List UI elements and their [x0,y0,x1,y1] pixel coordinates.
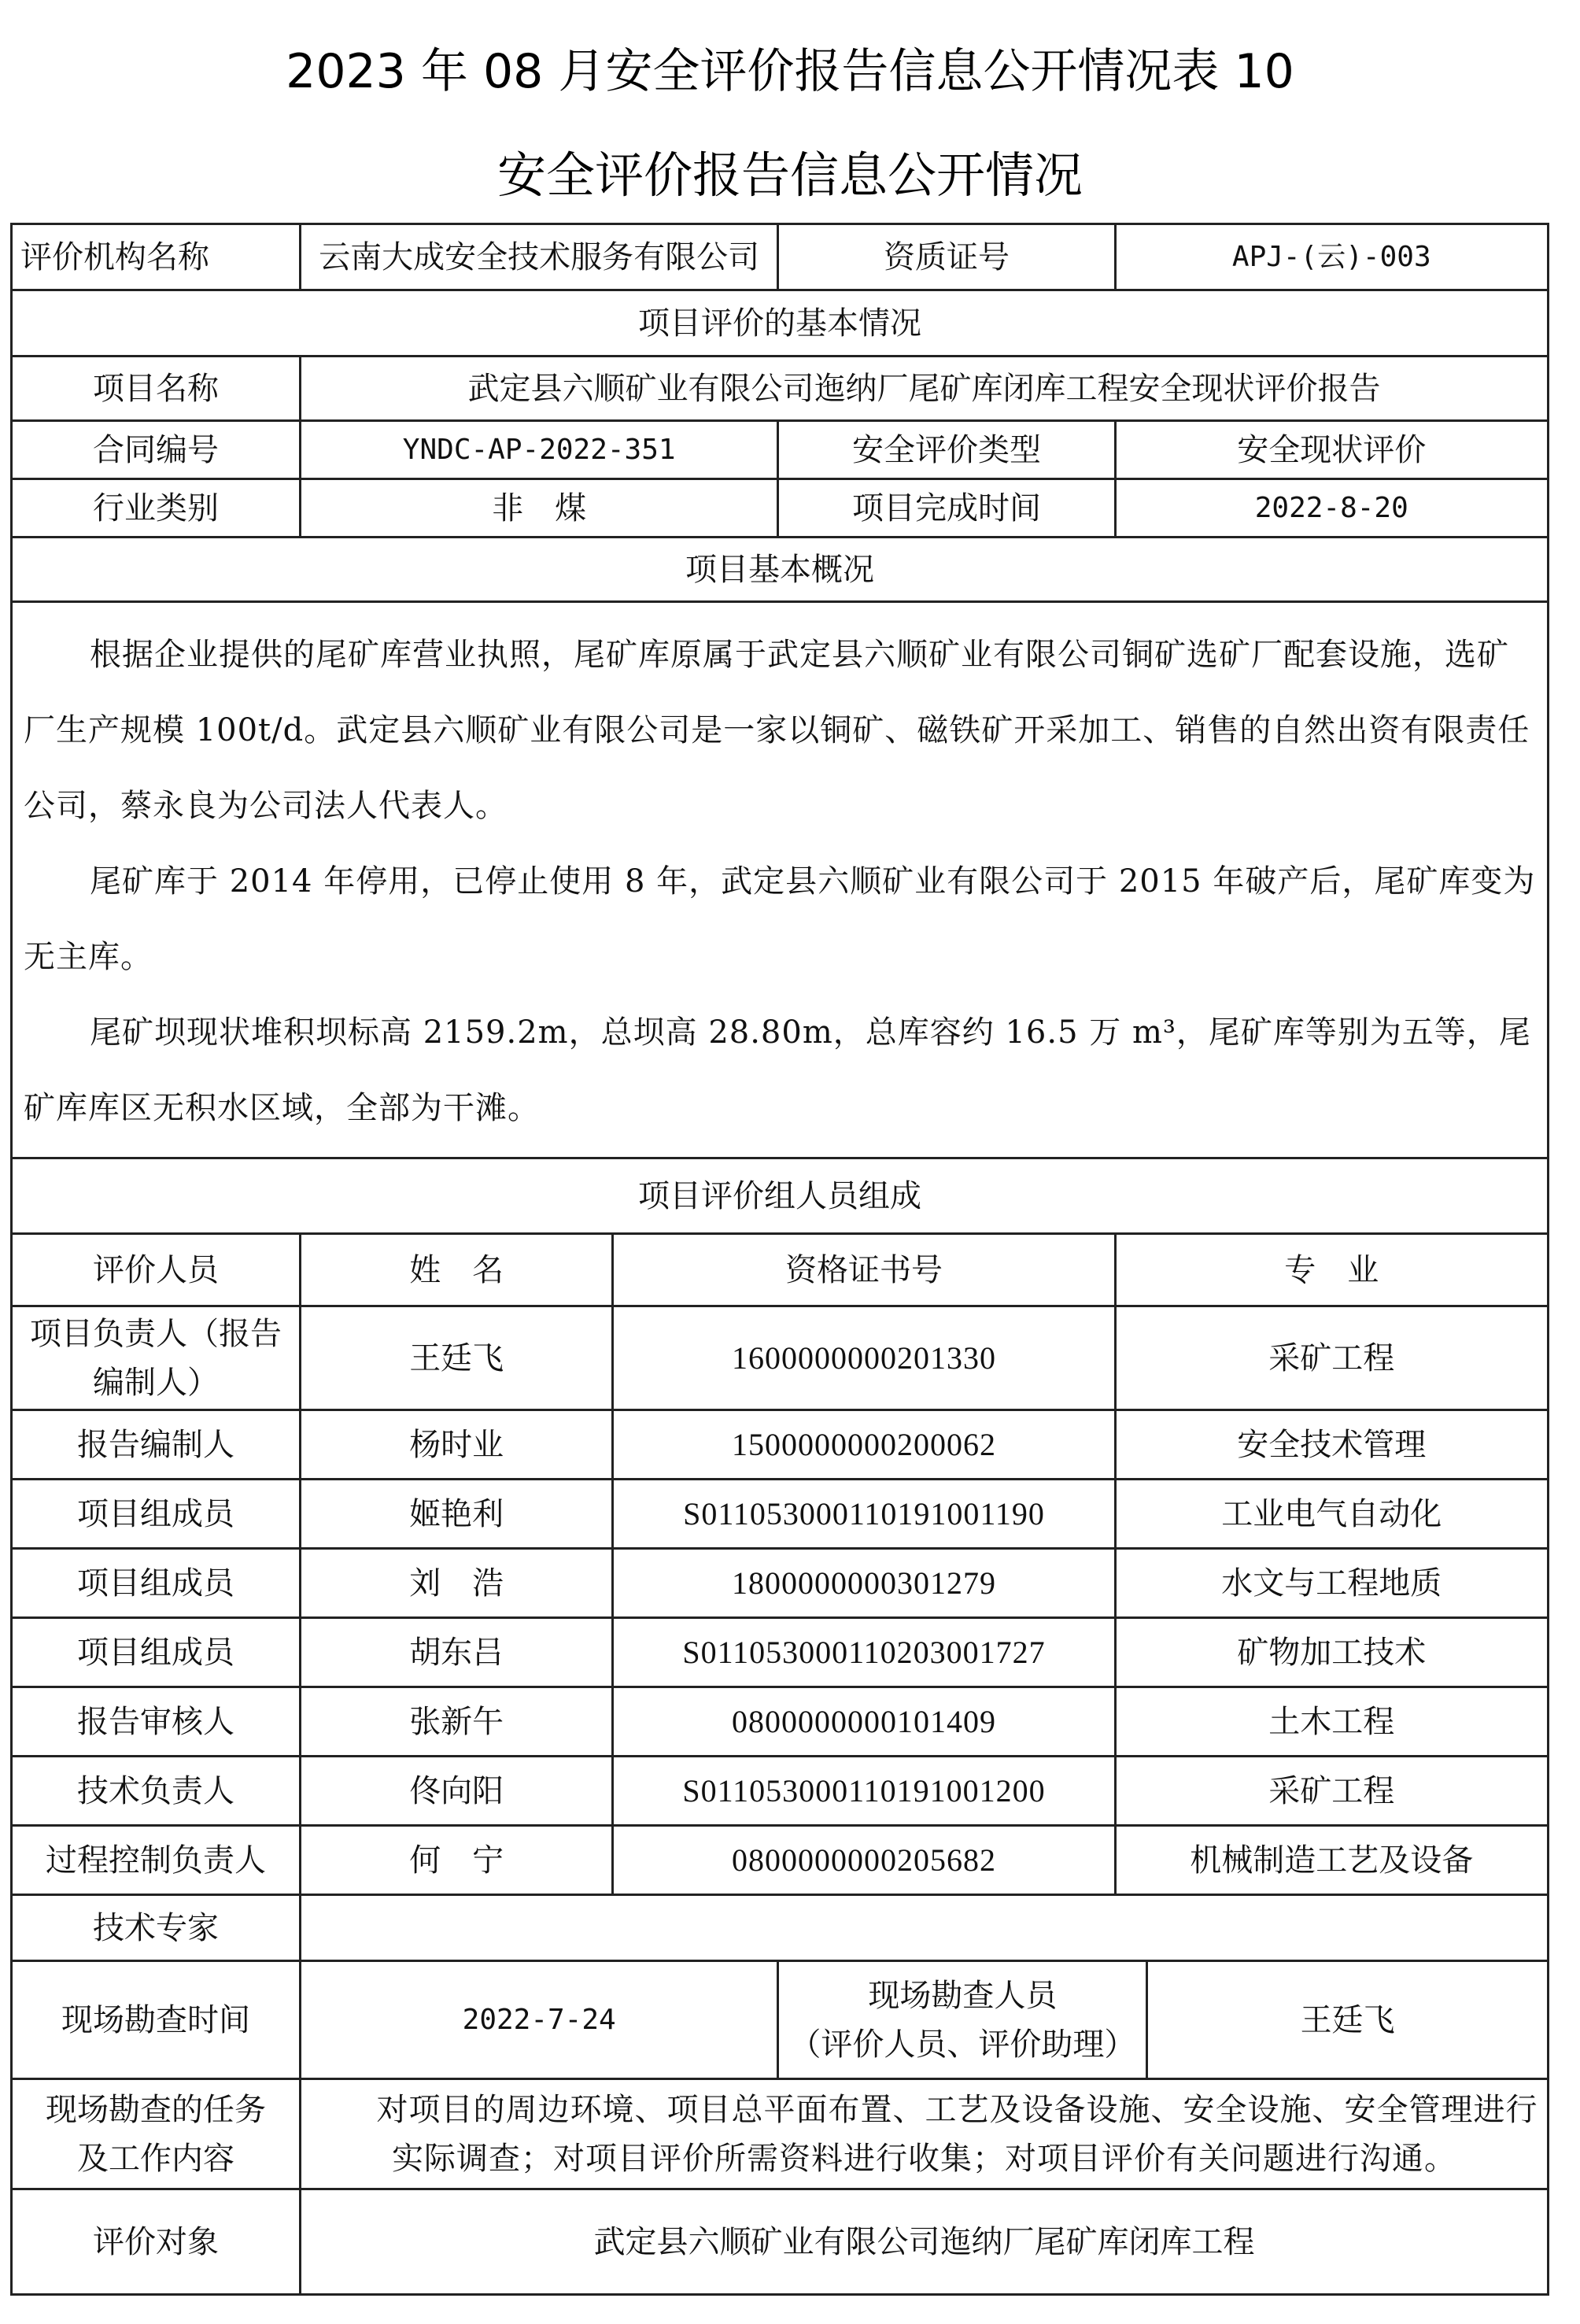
table-row [12,1410,1549,1480]
member-name: 杨时业 [300,1410,613,1480]
table-row [12,1826,1549,1895]
member-role: 项目组成员 [12,1480,301,1549]
org-name-label: 评价机构名称 [12,224,301,290]
eval-type-value: 安全现状评价 [1115,421,1548,479]
table-row [12,1549,1549,1618]
eval-object-value: 武定县六顺矿业有限公司迤纳厂尾矿库闭库工程 [300,2189,1548,2295]
col-major: 专 业 [1115,1234,1548,1306]
member-role: 报告编制人 [12,1410,301,1480]
member-cert: 1800000000301279 [613,1549,1115,1618]
overview-body [12,602,1549,1158]
survey-task-value: 对项目的周边环境、项目总平面布置、工艺及设备设施、安全设施、安全管理进行实际调查；对项目评价所需资料进行收集；对项目评价有关问题进行沟通。 [300,2079,1548,2189]
overview-section-title: 项目基本概况 [12,538,1549,602]
col-name: 姓 名 [300,1234,613,1306]
eval-type-label: 安全评价类型 [778,421,1115,479]
contract-value: YNDC-AP-2022-351 [300,421,778,479]
survey-task-label-line2: 及工作内容 [76,2140,234,2177]
survey-people-label-line1: 现场勘查人员 [868,1977,1058,2014]
member-name: 胡东吕 [300,1618,613,1687]
member-cert: S011053000110191001190 [613,1480,1115,1549]
member-name: 刘 浩 [300,1549,613,1618]
survey-people-label [778,1961,1147,2079]
member-major: 水文与工程地质 [1115,1549,1548,1618]
finish-time-label: 项目完成时间 [778,479,1115,538]
member-role: 项目负责人（报告编制人） [12,1306,301,1410]
col-cert: 资格证书号 [613,1234,1115,1306]
member-major: 工业电气自动化 [1115,1480,1548,1549]
member-cert: 1600000000201330 [613,1306,1115,1410]
member-name: 姬艳利 [300,1480,613,1549]
table-row [12,1757,1549,1826]
basic-section-title: 项目评价的基本情况 [12,290,1549,357]
table-row [12,1687,1549,1757]
table-row [12,1306,1549,1410]
member-name: 张新午 [300,1687,613,1757]
project-name-value: 武定县六顺矿业有限公司迤纳厂尾矿库闭库工程安全现状评价报告 [300,357,1548,421]
member-cert: S011053000110191001200 [613,1757,1115,1826]
team-header-row [12,1234,1549,1306]
member-name: 佟向阳 [300,1757,613,1826]
industry-value: 非 煤 [300,479,778,538]
member-cert: 0800000000101409 [613,1687,1115,1757]
cert-label: 资质证号 [778,224,1115,290]
member-major: 机械制造工艺及设备 [1115,1826,1548,1895]
industry-label: 行业类别 [12,479,301,538]
survey-time-label: 现场勘查时间 [12,1961,301,2079]
org-row [12,224,1549,290]
survey-row [12,1961,1549,2079]
eval-object-label: 评价对象 [12,2189,301,2295]
overview-paragraph: 尾矿库于 2014 年停用，已停止使用 8 年，武定县六顺矿业有限公司于 2015 年破产后，尾矿库变为无主库。 [24,863,1536,975]
member-major: 土木工程 [1115,1687,1548,1757]
expert-value [300,1895,1548,1961]
survey-task-label-line1: 现场勘查的任务 [45,2091,266,2128]
member-cert: 1500000000200062 [613,1410,1115,1480]
finish-time-value: 2022-8-20 [1115,479,1548,538]
table-row [12,1480,1549,1549]
member-role: 过程控制负责人 [12,1826,301,1895]
col-role: 评价人员 [12,1234,301,1306]
member-role: 项目组成员 [12,1549,301,1618]
cert-value: APJ-(云)-003 [1115,224,1548,290]
member-major: 采矿工程 [1115,1306,1548,1410]
member-name: 王廷飞 [300,1306,613,1410]
overview-paragraph: 根据企业提供的尾矿库营业执照，尾矿库原属于武定县六顺矿业有限公司铜矿选矿厂配套设施，选矿厂生产规模 100t/d。武定县六顺矿业有限公司是一家以铜矿、磁铁矿开采加工、销售的自然出资有限责任公司，蔡永良为公司法人代表人。 [24,637,1530,824]
member-cert: 0800000000205682 [613,1826,1115,1895]
page-subtitle: 安全评价报告信息公开情况 [497,146,1083,204]
project-name-label: 项目名称 [12,357,301,421]
member-major: 矿物加工技术 [1115,1618,1548,1687]
expert-label: 技术专家 [12,1895,301,1961]
survey-people-label-line2: （评价人员、评价助理） [789,2026,1136,2063]
survey-task-label [12,2079,301,2189]
survey-time-value: 2022-7-24 [300,1961,778,2079]
member-role: 技术负责人 [12,1757,301,1826]
page-title: 2023 年 08 月安全评价报告信息公开情况表 10 [286,44,1294,99]
team-section-title: 项目评价组人员组成 [12,1158,1549,1234]
member-role: 报告审核人 [12,1687,301,1757]
member-cert: S011053000110203001727 [613,1618,1115,1687]
member-name: 何 宁 [300,1826,613,1895]
member-major: 采矿工程 [1115,1757,1548,1826]
member-major: 安全技术管理 [1115,1410,1548,1480]
member-role: 项目组成员 [12,1618,301,1687]
overview-paragraph: 尾矿坝现状堆积坝标高 2159.2m，总坝高 28.80m，总库容约 16.5 万 m³，尾矿库等别为五等，尾矿库库区无积水区域，全部为干滩。 [24,1014,1531,1126]
table-row [12,1618,1549,1687]
contract-label: 合同编号 [12,421,301,479]
org-name-value: 云南大成安全技术服务有限公司 [300,224,778,290]
survey-people-value: 王廷飞 [1147,1961,1549,2079]
disclosure-table [10,223,1549,2296]
